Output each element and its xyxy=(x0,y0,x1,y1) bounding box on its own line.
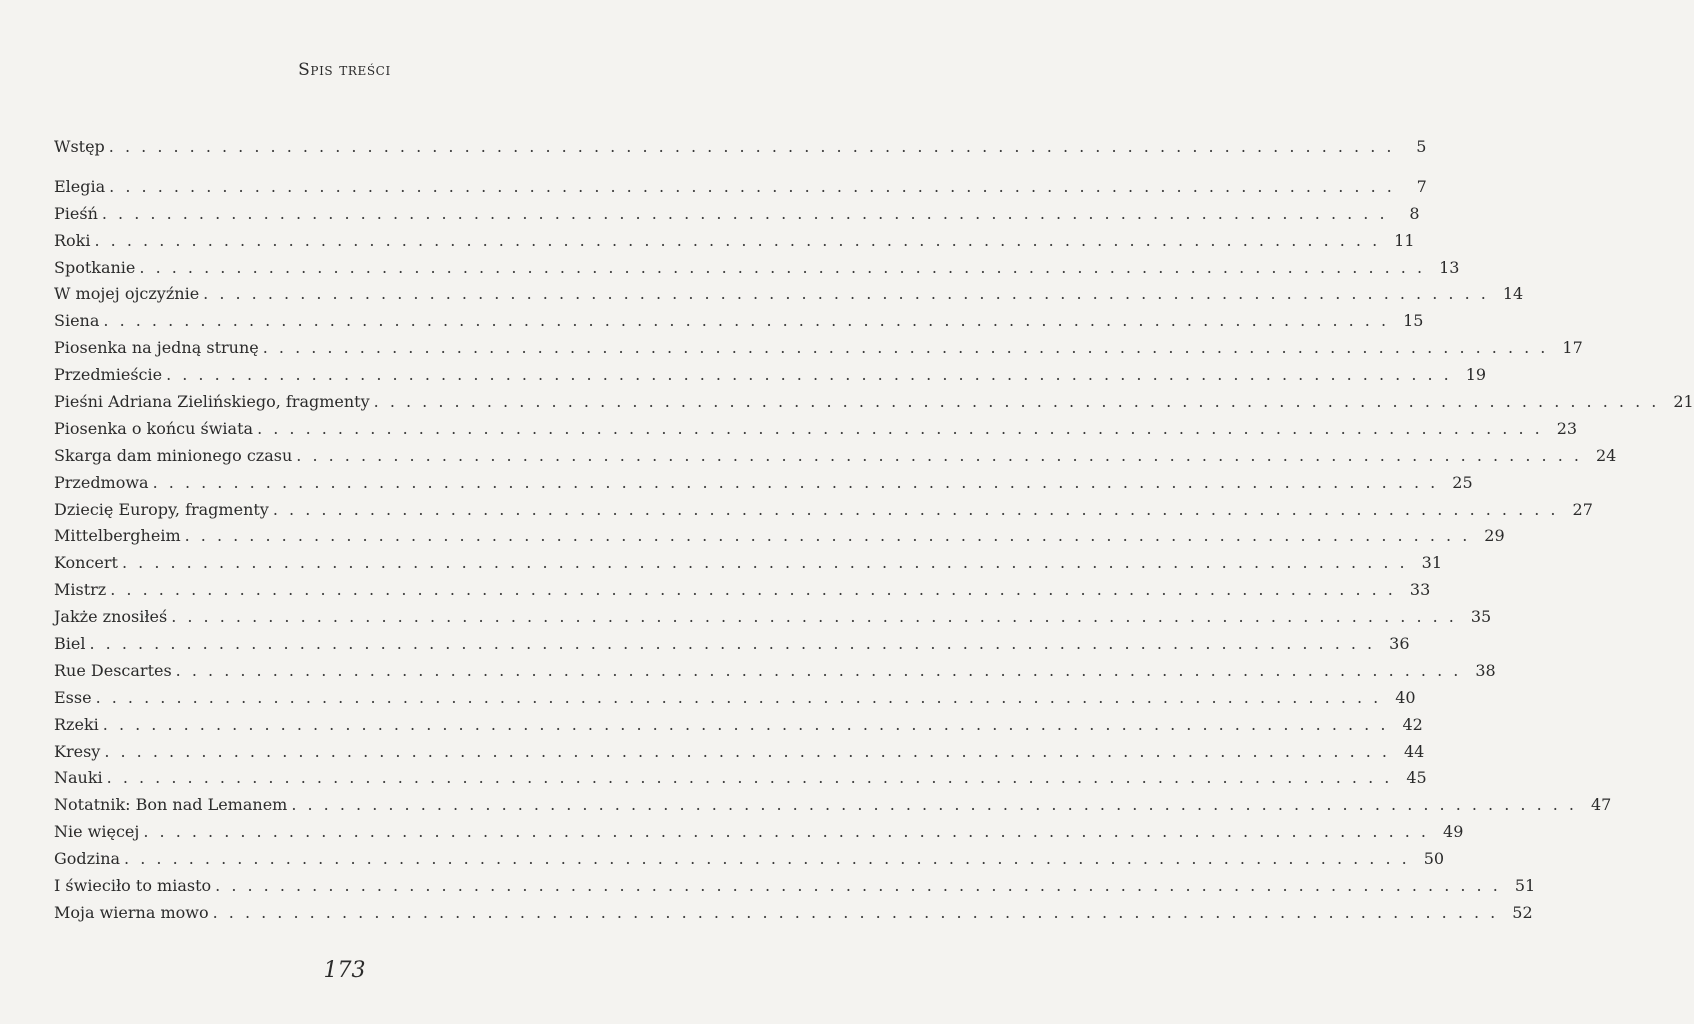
toc-entry-page: 40 xyxy=(1395,687,1416,707)
toc-entry xyxy=(54,577,1431,604)
toc-entry-page: 13 xyxy=(1439,257,1460,277)
dot-leader: . . . . . . . . . . . . . . . . . . . . . . . . . . . . . . . . . . . . . . . . . . . . . . . . . . . . . . . . . . . . . . . . . . . . . . . . . . . . . . . . xyxy=(139,257,1426,277)
dot-leader: . . . . . . . . . . . . . . . . . . . . . . . . . . . . . . . . . . . . . . . . . . . . . . . . . . . . . . . . . . . . . . . . . . . . . . . . . . . . . . . . xyxy=(121,553,1408,573)
toc-entry xyxy=(54,470,1473,497)
toc-entry xyxy=(54,631,1410,658)
toc-entry-page: 51 xyxy=(1514,876,1536,896)
toc-entry-title: Mittelbergheim xyxy=(54,526,181,546)
toc-entry-page: 44 xyxy=(1404,741,1425,761)
toc-entry xyxy=(54,308,1424,335)
toc-entry-page: 38 xyxy=(1475,660,1496,680)
dot-leader: . . . . . . . . . . . . . . . . . . . . . . . . . . . . . . . . . . . . . . . . . . . . . . . . . . . . . . . . . . . . . . . . . . . . . . . . . . . . . . . . xyxy=(215,876,1501,896)
toc-entry xyxy=(54,685,1416,712)
toc-entry-title: Wstęp xyxy=(54,137,105,156)
toc-entry-title: Piosenka na jedną strunę xyxy=(54,338,259,358)
toc-entry-page: 15 xyxy=(1403,311,1424,331)
toc-entry-page: 19 xyxy=(1465,365,1487,385)
toc-entry-title: Kresy xyxy=(54,741,101,761)
toc-entry-page: 21 xyxy=(1673,392,1694,412)
toc-entry-title: Notatnik: Bon nad Lemanem xyxy=(54,795,288,815)
toc-entry-title: Koncert xyxy=(54,553,118,573)
dot-leader: . . . . . . . . . . . . . . . . . . . . . . . . . . . . . . . . . . . . . . . . . . . . . . . . . . . . . . . . . . . . . . . . . . . . . . . . . . . . . . . . xyxy=(95,687,1382,707)
toc-entry xyxy=(54,201,1420,228)
toc-entry xyxy=(54,389,1694,416)
toc-entry-page: 27 xyxy=(1572,499,1593,519)
toc-entry xyxy=(54,497,1593,524)
toc-entry-title: Nauki xyxy=(54,768,103,788)
toc-entry-page: 42 xyxy=(1402,714,1423,734)
toc-entry-page: 25 xyxy=(1452,472,1473,492)
toc-entry xyxy=(54,335,1583,362)
toc-entry-page: 35 xyxy=(1470,607,1492,627)
toc-entry xyxy=(54,819,1464,846)
page-number: 173 xyxy=(323,958,366,983)
toc-entry-page: 29 xyxy=(1484,526,1505,546)
dot-leader: . . . . . . . . . . . . . . . . . . . . . . . . . . . . . . . . . . . . . . . . . . . . . . . . . . . . . . . . . . . . . . . . . . . . . . . . . . . . . . . . xyxy=(110,580,1396,600)
toc-entry-title: Mistrz xyxy=(54,580,107,600)
toc-entry-title: Roki xyxy=(54,230,91,250)
dot-leader: . . . . . . . . . . . . . . . . . . . . . . . . . . . . . . . . . . . . . . . . . . . . . . . . . . . . . . . . . . . . . . . . . . . . . . . . . . . . . . . . xyxy=(262,338,1549,358)
toc-entry-page: 14 xyxy=(1502,284,1524,304)
dot-leader: . . . . . . . . . . . . . . . . . . . . . . . . . . . . . . . . . . . . . . . . . . . . . . . . . . . . . . . . . . . . . . . . . . . . . . . . . . . . . . . . xyxy=(296,445,1582,465)
toc-entry xyxy=(54,228,1415,255)
toc-entry xyxy=(54,550,1442,577)
toc-entry-page: 36 xyxy=(1389,634,1410,654)
toc-entry-page: 8 xyxy=(1409,203,1420,223)
toc-entry-title: Rzeki xyxy=(54,714,99,734)
dot-leader: . . . . . . . . . . . . . . . . . . . . . . . . . . . . . . . . . . . . . . . . . . . . . . . . . . . . . . . . . . . . . . . . . . . . . . . . . . . . . . . . xyxy=(108,137,1395,156)
toc-entry xyxy=(54,604,1492,631)
dot-leader: . . . . . . . . . . . . . . . . . . . . . . . . . . . . . . . . . . . . . . . . . . . . . . . . . . . . . . . . . . . . . . . . . . . . . . . . . . . . . . . . xyxy=(257,418,1543,438)
dot-leader: . . . . . . . . . . . . . . . . . . . . . . . . . . . . . . . . . . . . . . . . . . . . . . . . . . . . . . . . . . . . . . . . . . . . . . . . . . . . . . . . xyxy=(152,472,1439,492)
dot-leader: . . . . . . . . . . . . . . . . . . . . . . . . . . . . . . . . . . . . . . . . . . . . . . . . . . . . . . . . . . . . . . . . . . . . . . . . . . . . . . . . xyxy=(104,741,1390,761)
toc-entry xyxy=(54,523,1505,550)
toc-entry xyxy=(54,792,1612,819)
dot-leader: . . . . . . . . . . . . . . . . . . . . . . . . . . . . . . . . . . . . . . . . . . . . . . . . . . . . . . . . . . . . . . . . . . . . . . . . . . . . . . . . xyxy=(171,607,1457,627)
toc-entry xyxy=(54,846,1445,873)
dot-leader: . . . . . . . . . . . . . . . . . . . . . . . . . . . . . . . . . . . . . . . . . . . . . . . . . . . . . . . . . . . . . . . . . . . . . . . . . . . . . . . . xyxy=(272,499,1559,519)
toc-entry-page: 24 xyxy=(1595,445,1617,465)
toc-entry-page: 7 xyxy=(1416,176,1427,196)
dot-leader: . . . . . . . . . . . . . . . . . . . . . . . . . . . . . . . . . . . . . . . . . . . . . . . . . . . . . . . . . . . . . . . . . . . . . . . . . . . . . . . . xyxy=(212,902,1499,922)
page-title: Spis treści xyxy=(298,60,391,80)
toc-entry xyxy=(54,900,1533,927)
toc-entry xyxy=(54,443,1617,470)
toc-entry-title: Rue Descartes xyxy=(54,660,172,680)
dot-leader: . . . . . . . . . . . . . . . . . . . . . . . . . . . . . . . . . . . . . . . . . . . . . . . . . . . . . . . . . . . . . . . . . . . . . . . . . . . . . . . . xyxy=(101,203,1388,223)
toc-entry-page: 52 xyxy=(1512,902,1533,922)
toc-entry-page: 47 xyxy=(1591,795,1612,815)
dot-leader: . . . . . . . . . . . . . . . . . . . . . . . . . . . . . . . . . . . . . . . . . . . . . . . . . . . . . . . . . . . . . . . . . . . . . . . . . . . . . . . . xyxy=(124,849,1410,869)
toc-entry-title: Przedmieście xyxy=(54,365,163,385)
toc-entry-title: W mojej ojczyźnie xyxy=(54,284,200,304)
toc-entry-page: 23 xyxy=(1556,418,1578,438)
toc-entry-title: Esse xyxy=(54,687,92,707)
dot-leader: . . . . . . . . . . . . . . . . . . . . . . . . . . . . . . . . . . . . . . . . . . . . . . . . . . . . . . . . . . . . . . . . . . . . . . . . . . . . . . . . xyxy=(109,176,1395,196)
toc-entry xyxy=(54,873,1536,900)
toc-entry-title: Godzina xyxy=(54,849,121,869)
dot-leader: . . . . . . . . . . . . . . . . . . . . . . . . . . . . . . . . . . . . . . . . . . . . . . . . . . . . . . . . . . . . . . . . . . . . . . . . . . . . . . . . xyxy=(143,822,1430,842)
toc-entry xyxy=(54,134,1427,161)
toc-entry xyxy=(54,174,1427,201)
toc-entry xyxy=(54,712,1423,739)
toc-entry-title: Skarga dam minionego czasu xyxy=(54,445,293,465)
toc-entry-title: Piosenka o końcu świata xyxy=(54,418,254,438)
toc-entry-page: 33 xyxy=(1409,580,1431,600)
toc-entry-title: Elegia xyxy=(54,176,106,196)
table-of-contents xyxy=(54,134,1694,927)
toc-entry-page: 17 xyxy=(1562,338,1583,358)
dot-leader: . . . . . . . . . . . . . . . . . . . . . . . . . . . . . . . . . . . . . . . . . . . . . . . . . . . . . . . . . . . . . . . . . . . . . . . . . . . . . . . . xyxy=(166,365,1452,385)
dot-leader: . . . . . . . . . . . . . . . . . . . . . . . . . . . . . . . . . . . . . . . . . . . . . . . . . . . . . . . . . . . . . . . . . . . . . . . . . . . . . . . . xyxy=(94,230,1381,250)
toc-entry-title: Moja wierna mowo xyxy=(54,902,209,922)
dot-leader: . . . . . . . . . . . . . . . . . . . . . . . . . . . . . . . . . . . . . . . . . . . . . . . . . . . . . . . . . . . . . . . . . . . . . . . . . . . . . . . . xyxy=(175,660,1462,680)
toc-entry xyxy=(54,739,1425,766)
toc-entry-title: Jakże znosiłeś xyxy=(54,607,168,627)
toc-entry xyxy=(54,255,1460,282)
toc-entry-page: 11 xyxy=(1394,230,1415,250)
toc-entry xyxy=(54,765,1427,792)
dot-leader: . . . . . . . . . . . . . . . . . . . . . . . . . . . . . . . . . . . . . . . . . . . . . . . . . . . . . . . . . . . . . . . . . . . . . . . . . . . . . . . . xyxy=(184,526,1471,546)
dot-leader: . . . . . . . . . . . . . . . . . . . . . . . . . . . . . . . . . . . . . . . . . . . . . . . . . . . . . . . . . . . . . . . . . . . . . . . . . . . . . . . . xyxy=(106,768,1393,788)
toc-entry-title: Pieśń xyxy=(54,203,98,223)
toc-entry-title: Pieśni Adriana Zielińskiego, fragmenty xyxy=(54,392,370,412)
toc-entry-page: 45 xyxy=(1406,768,1427,788)
toc-entry xyxy=(54,658,1496,685)
toc-entry-title: Przedmowa xyxy=(54,472,149,492)
dot-leader: . . . . . . . . . . . . . . . . . . . . . . . . . . . . . . . . . . . . . . . . . . . . . . . . . . . . . . . . . . . . . . . . . . . . . . . . . . . . . . . . xyxy=(89,634,1376,654)
toc-entry-title: Spotkanie xyxy=(54,257,136,277)
toc-entry xyxy=(54,281,1524,308)
toc-entry-page: 49 xyxy=(1443,822,1464,842)
toc-entry-title: Nie więcej xyxy=(54,822,140,842)
toc-entry xyxy=(54,416,1578,443)
toc-entry-title: Dziecię Europy, fragmenty xyxy=(54,499,269,519)
toc-entry-page: 50 xyxy=(1423,849,1445,869)
dot-leader: . . . . . . . . . . . . . . . . . . . . . . . . . . . . . . . . . . . . . . . . . . . . . . . . . . . . . . . . . . . . . . . . . . . . . . . . . . . . . . . . xyxy=(203,284,1489,304)
toc-entry-title: Siena xyxy=(54,311,100,331)
toc-entry-title: Biel xyxy=(54,634,86,654)
toc-entry-title: I świeciło to miasto xyxy=(54,876,212,896)
dot-leader: . . . . . . . . . . . . . . . . . . . . . . . . . . . . . . . . . . . . . . . . . . . . . . . . . . . . . . . . . . . . . . . . . . . . . . . . . . . . . . . . xyxy=(373,392,1660,412)
toc-entry-page: 31 xyxy=(1421,553,1442,573)
dot-leader: . . . . . . . . . . . . . . . . . . . . . . . . . . . . . . . . . . . . . . . . . . . . . . . . . . . . . . . . . . . . . . . . . . . . . . . . . . . . . . . . xyxy=(103,311,1390,331)
toc-entry xyxy=(54,362,1487,389)
toc-entry-page: 5 xyxy=(1416,137,1427,156)
dot-leader: . . . . . . . . . . . . . . . . . . . . . . . . . . . . . . . . . . . . . . . . . . . . . . . . . . . . . . . . . . . . . . . . . . . . . . . . . . . . . . . . xyxy=(291,795,1577,815)
dot-leader: . . . . . . . . . . . . . . . . . . . . . . . . . . . . . . . . . . . . . . . . . . . . . . . . . . . . . . . . . . . . . . . . . . . . . . . . . . . . . . . . xyxy=(102,714,1389,734)
